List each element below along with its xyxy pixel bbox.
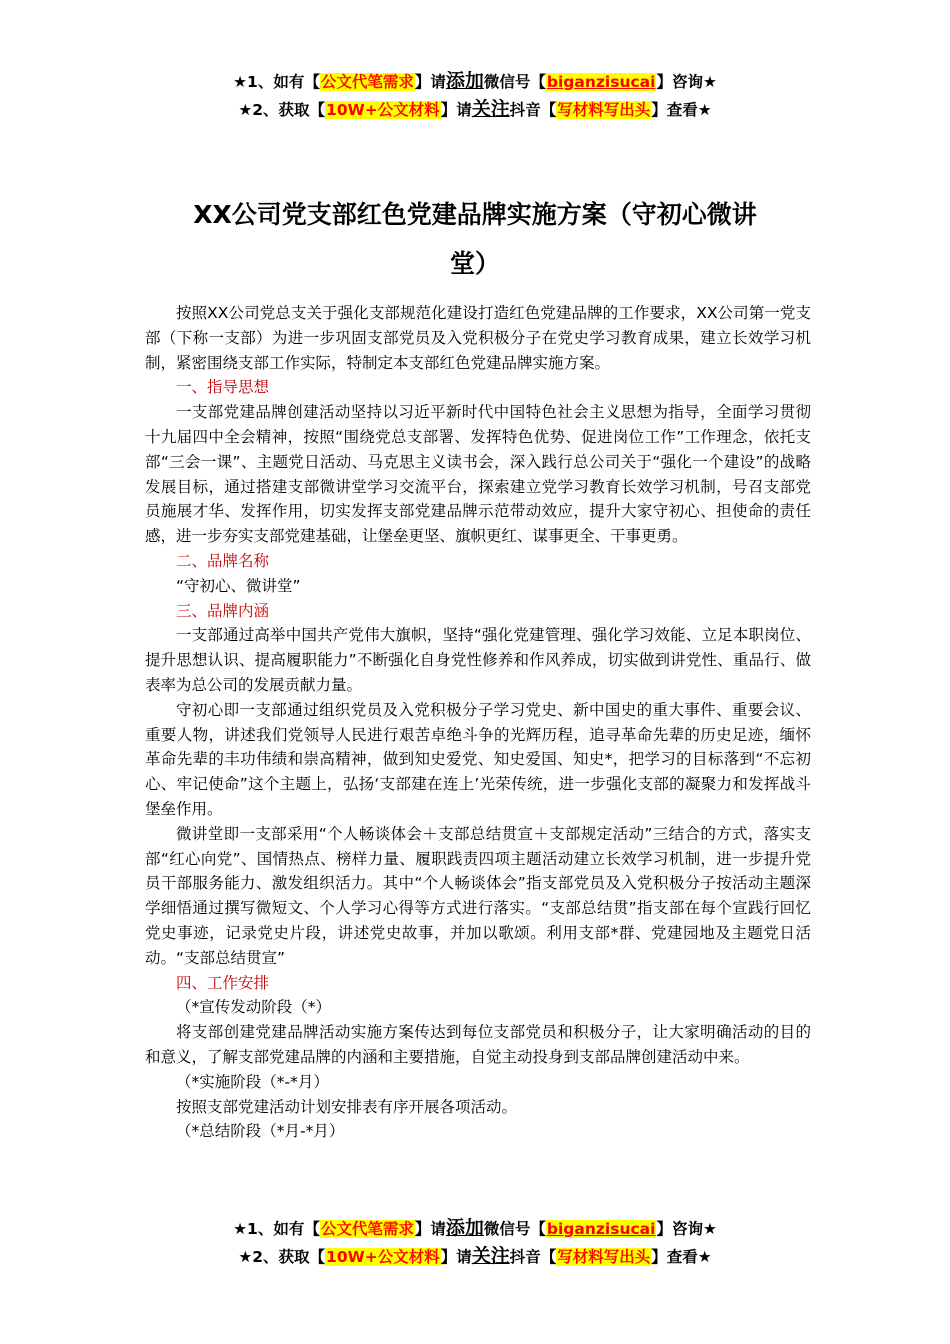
promo-line-1 [0, 1215, 950, 1243]
emphasis-text: 关注 [471, 98, 510, 120]
promo-text: ★2、获取【 [238, 101, 326, 119]
promo-line-2 [0, 96, 950, 124]
paragraph: 将支部创建党建品牌活动实施方案传达到每位支部党员和积极分子，让大家明确活动的目的和意义，了解支部党建品牌的内涵和主要措施，自觉主动投身到支部品牌创建活动中来。 [145, 1023, 811, 1066]
promo-text: 】咨询★ [656, 73, 717, 91]
subsection-heading: （*实施阶段（*-*月） [176, 1072, 329, 1091]
highlight-text: 公文代笔需求 [320, 73, 414, 91]
promo-text: 】查看★ [651, 1248, 712, 1266]
title-line-1: XX公司党支部红色党建品牌实施方案（守初心微讲 [193, 200, 757, 229]
emphasis-text: 添加 [445, 1217, 484, 1239]
document-title [140, 190, 810, 288]
highlight-text: 10W+公文材料 [326, 1248, 440, 1266]
promo-text: 】请 [440, 1248, 472, 1266]
promo-text: 】请 [414, 1220, 446, 1238]
promo-text: 抖音【 [509, 101, 557, 119]
paragraph: 按照支部党建活动计划安排表有序开展各项活动。 [176, 1097, 518, 1116]
paragraph: 守初心即一支部通过组织党员及入党积极分子学习党史、新中国史的重大事件、重要会议、重要人物，讲述我们党领导人民进行艰苦卓绝斗争的光辉历程，追寻革命先辈的历史足迹，缅怀革命先辈的丰功伟绩和崇高精神，做到知史爱党、知史爱国、知史*，把学习的目标落到“不忘初心、牢记使命”这个主题上，弘扬‘支部建在连上’光荣传统，进一步强化支部的凝聚力和发挥战斗堡垒作用。 [145, 700, 811, 818]
wechat-id-highlight: biganzisucai [546, 1220, 656, 1238]
promo-text: 】请 [440, 101, 472, 119]
promo-banner-top [0, 68, 950, 124]
emphasis-text: 关注 [471, 1245, 510, 1267]
subsection-heading: （*宣传发动阶段（*） [176, 998, 332, 1017]
paragraph: 一支部党建品牌创建活动坚持以习近平新时代中国特色社会主义思想为指导，全面学习贯彻十九届四中全会精神，按照“围绕党总支部署、发挥特色优势、促进岗位工作”工作理念，依托支部“三会一课”、主题党日活动、马克思主义读书会，深入践行总公司关于“强化一个建设”的战略发展目标，通过搭建支部微讲堂学习交流平台，探索建立党学习教育长效学习机制，号召支部党员施展才华、发挥作用，切实发挥支部党建品牌示范带动效应，提升大家守初心、担使命的责任感，进一步夯实支部党建基础，让堡垒更坚、旗帜更红、谋事更全、干事更勇。 [145, 403, 811, 546]
promo-line-1 [0, 68, 950, 96]
promo-text: 】咨询★ [656, 1220, 717, 1238]
promo-text: ★1、如有【 [233, 1220, 320, 1238]
promo-line-2 [0, 1243, 950, 1271]
douyin-id-highlight: 写材料写出头 [557, 1248, 651, 1266]
section-heading: 二、品牌名称 [176, 551, 270, 570]
paragraph: “守初心、微讲堂” [176, 576, 301, 595]
douyin-id-highlight: 写材料写出头 [557, 101, 651, 119]
promo-text: ★1、如有【 [233, 73, 320, 91]
promo-banner-bottom [0, 1215, 950, 1271]
subsection-heading: （*总结阶段（*月-*月） [176, 1122, 345, 1141]
intro-paragraph: 按照XX公司党总支关于强化支部规范化建设打造红色党建品牌的工作要求，XX公司第一党支部（下称一支部）为进一步巩固支部党员及入党积极分子在党史学习教育成果，建立长效学习机制，紧密围绕支部工作实际，特制定本支部红色党建品牌实施方案。 [145, 304, 811, 372]
promo-text: 】请 [414, 73, 446, 91]
paragraph: 微讲堂即一支部采用“个人畅谈体会＋支部总结贯宣＋支部规定活动”三结合的方式，落实支部“红心向党”、国情热点、榜样力量、履职践责四项主题活动建立长效学习机制，进一步提升党员干部服务能力、激发组织活力。其中“个人畅谈体会”指支部党员及入党积极分子按活动主题深学细悟通过撰写微短文、个人学习心得等方式进行落实。“支部总结贯”指支部在每个宣践行回忆党史事迹，记录党史片段，讲述党史故事，并加以歌颂。利用支部*群、党建园地及主题党日活动。“支部总结贯宣” [145, 824, 811, 967]
section-heading: 四、工作安排 [176, 973, 270, 992]
emphasis-text: 添加 [445, 70, 484, 92]
section-heading: 一、指导思想 [176, 378, 270, 397]
paragraph: 一支部通过高举中国共产党伟大旗帜，坚持“强化党建管理、强化学习效能、立足本职岗位、提升思想认识、提高履职能力”不断强化自身党性修养和作风养成，切实做到讲党性、重品行、做表率为总公司的发展贡献力量。 [145, 626, 811, 694]
promo-text: 微信号【 [483, 73, 546, 91]
promo-text: ★2、获取【 [238, 1248, 326, 1266]
promo-text: 微信号【 [483, 1220, 546, 1238]
promo-text: 抖音【 [509, 1248, 557, 1266]
document-body [145, 301, 811, 1144]
section-heading: 三、品牌内涵 [176, 601, 270, 620]
highlight-text: 10W+公文材料 [326, 101, 440, 119]
title-line-2: 堂） [449, 249, 500, 278]
highlight-text: 公文代笔需求 [320, 1220, 414, 1238]
promo-text: 】查看★ [651, 101, 712, 119]
wechat-id-highlight: biganzisucai [546, 73, 656, 91]
